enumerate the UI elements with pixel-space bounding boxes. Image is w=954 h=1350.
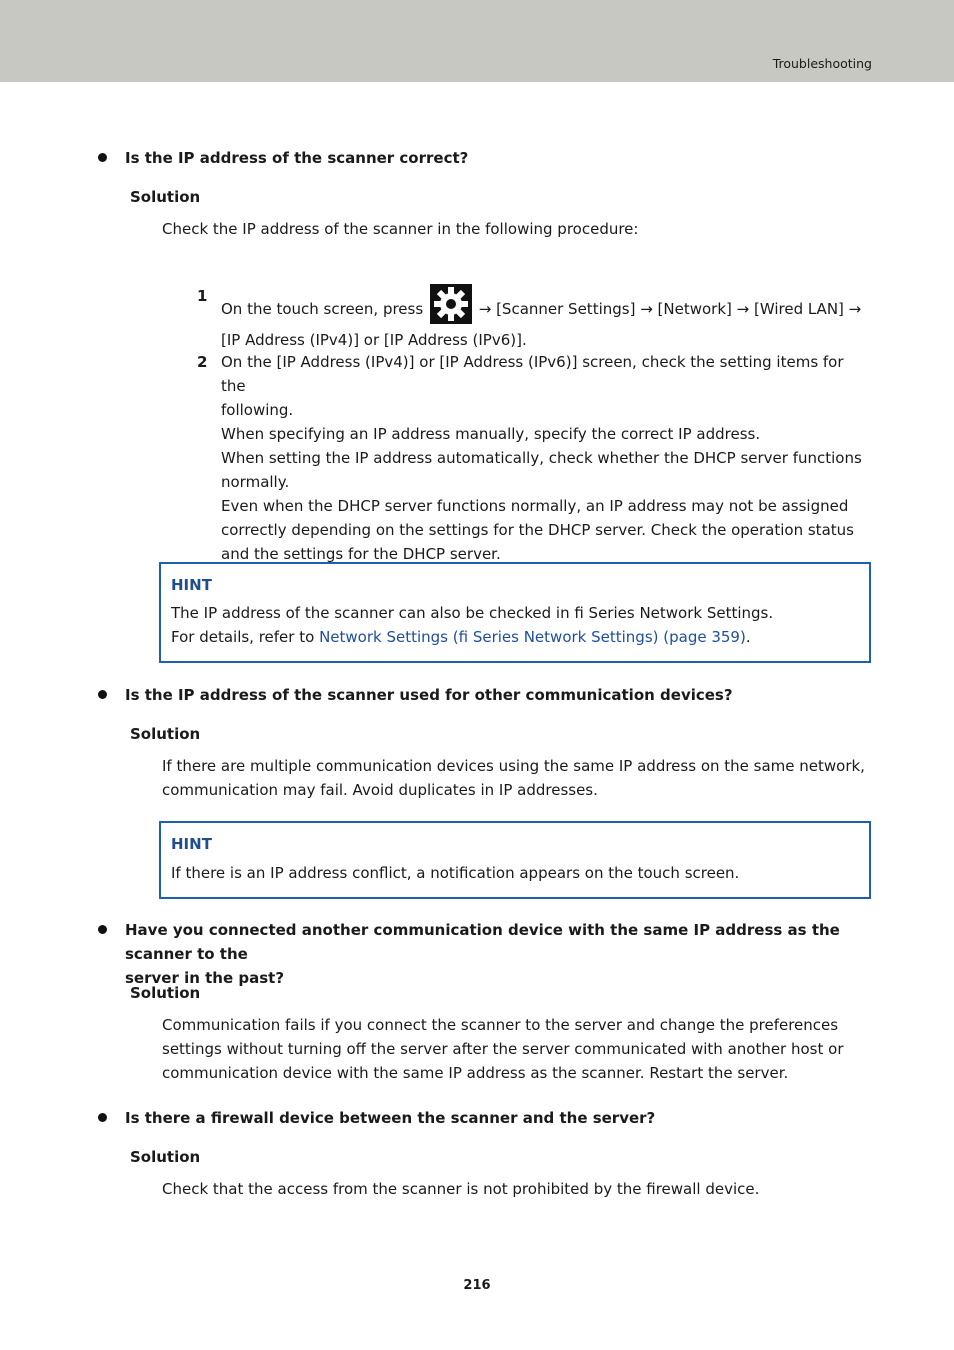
step-line: and the settings for the DHCP server. (221, 545, 501, 563)
question-line: Have you connected another communication device with the same IP address as the scanner to the (125, 921, 840, 963)
bullet (98, 925, 107, 934)
hint-line-part: For details, refer to (171, 628, 320, 646)
hint-line-part: . (745, 628, 751, 646)
step-line: normally. (221, 473, 290, 491)
step-text-part: → [Scanner Settings] → [Network] → [Wired LAN] → (478, 300, 862, 318)
solution-line: communication may fail. Avoid duplicates in IP addresses. (162, 781, 598, 799)
question-heading: Is there a firewall device between the scanner and the server? (125, 1109, 656, 1127)
hint-box (159, 821, 871, 899)
step-line: When setting the IP address automatically, check whether the DHCP server functions (221, 449, 862, 467)
step-text-part: On the touch screen, press (221, 300, 424, 318)
step-line: Even when the DHCP server functions normally, an IP address may not be assigned (221, 497, 849, 515)
question-line: server in the past? (125, 969, 285, 987)
question-heading (125, 918, 880, 990)
step-number: 2 (197, 353, 208, 371)
solution-line: Communication fails if you connect the scanner to the server and change the preferences (162, 1016, 839, 1034)
step-text (221, 284, 866, 352)
step-text-line: [IP Address (IPv4)] or [IP Address (IPv6)]. (221, 331, 527, 349)
step-line: When specifying an IP address manually, specify the correct IP address. (221, 425, 761, 443)
solution-line: communication device with the same IP address as the scanner. Restart the server. (162, 1064, 789, 1082)
question-heading: Is the IP address of the scanner correct? (125, 149, 469, 167)
solution-text (162, 754, 872, 802)
page-number: 216 (463, 1278, 491, 1293)
step-line: correctly depending on the settings for the DHCP server. Check the operation status (221, 521, 854, 539)
hint-line (171, 625, 861, 649)
hint-title: HINT (171, 576, 212, 594)
bullet (98, 153, 107, 162)
solution-label: Solution (130, 725, 201, 743)
bullet (98, 690, 107, 699)
step-line: On the [IP Address (IPv4)] or [IP Address (IPv6)] screen, check the setting items for the (221, 353, 844, 395)
bullet (98, 1113, 107, 1122)
solution-text: Check that the access from the scanner is not prohibited by the firewall device. (162, 1180, 760, 1198)
solution-label: Solution (130, 1148, 201, 1166)
solution-text: Check the IP address of the scanner in the following procedure: (162, 220, 639, 238)
step-number: 1 (197, 287, 208, 305)
gear-icon (430, 284, 472, 324)
solution-text (162, 1013, 862, 1085)
network-settings-link[interactable]: Network Settings (fi Series Network Settings) (page 359) (319, 628, 746, 646)
question-heading: Is the IP address of the scanner used for other communication devices? (125, 686, 733, 704)
hint-line: The IP address of the scanner can also be checked in fi Series Network Settings. (171, 604, 774, 622)
hint-text (171, 601, 861, 649)
hint-title: HINT (171, 835, 212, 853)
section-title: Troubleshooting (772, 56, 872, 71)
step-line: following. (221, 401, 294, 419)
hint-box (159, 562, 871, 663)
step-text (221, 350, 866, 566)
solution-label: Solution (130, 984, 201, 1002)
solution-label: Solution (130, 188, 201, 206)
solution-line: If there are multiple communication devices using the same IP address on the same network, (162, 757, 865, 775)
solution-line: settings without turning off the server after the server communicated with another host or (162, 1040, 844, 1058)
hint-text: If there is an IP address conflict, a notification appears on the touch screen. (171, 864, 740, 882)
